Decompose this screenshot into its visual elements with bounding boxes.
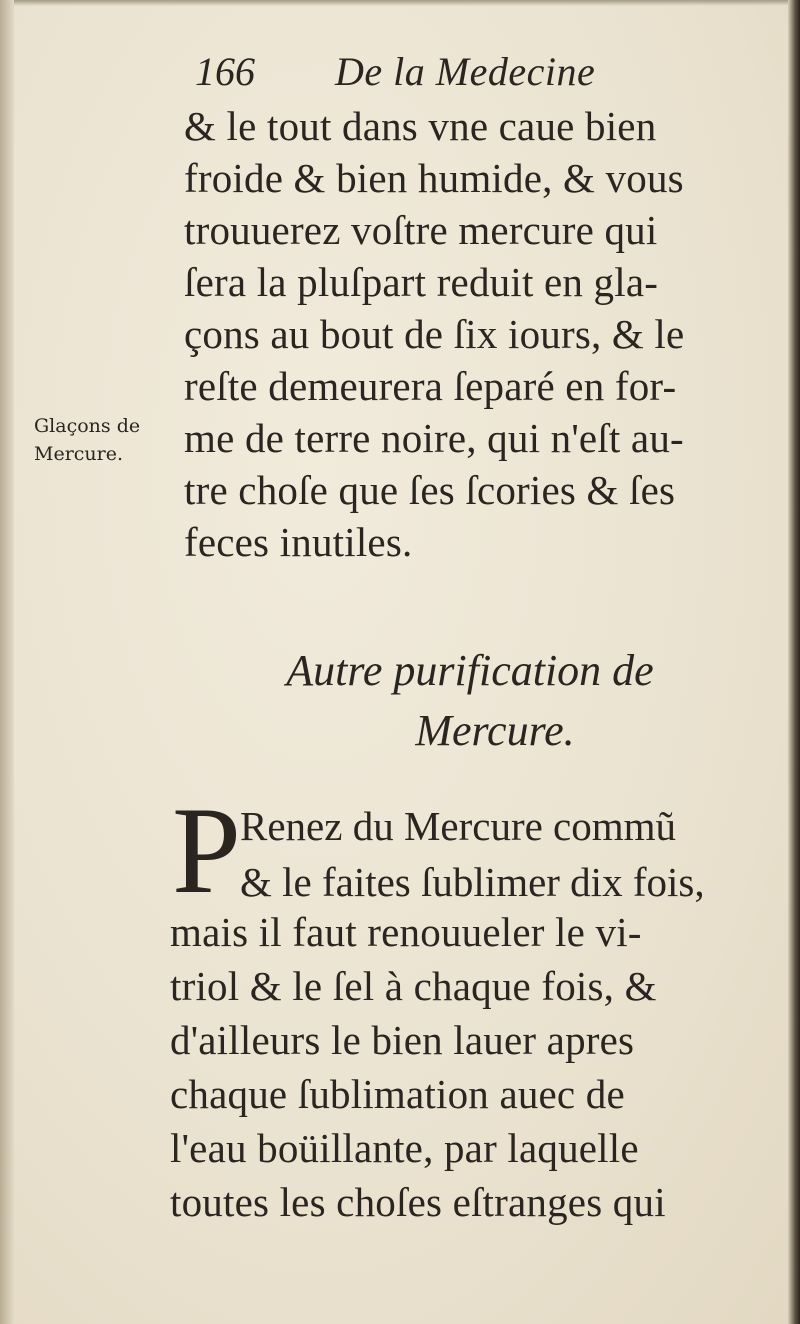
text-line: & le tout dans vne caue bien xyxy=(184,103,657,149)
text-line: me de terre noire, qui n'eſt au- xyxy=(184,415,684,461)
page-left-edge xyxy=(0,0,14,1324)
text-line: feces inutiles. xyxy=(184,519,413,565)
section-title-line-1: Autre purification de xyxy=(286,646,654,695)
text-line: d'ailleurs le bien lauer apres xyxy=(170,1017,635,1063)
running-title: De la Medecine xyxy=(335,49,596,94)
text-line: ſera la pluſpart reduit en gla- xyxy=(184,259,659,305)
text-line: l'eau boüillante, par laquelle xyxy=(170,1125,639,1171)
margin-note-line: Glaçons de xyxy=(34,415,141,437)
text-line: mais il faut renouueler le vi- xyxy=(170,909,642,955)
page-top-edge xyxy=(0,0,800,6)
text-line: Renez du Mercure commũ xyxy=(240,803,677,849)
section-title-line-2: Mercure. xyxy=(415,706,575,755)
page-number: 166 xyxy=(195,49,255,94)
margin-note-line: Mercure. xyxy=(34,443,124,465)
page-right-edge xyxy=(788,0,800,1324)
text-line: reſte demeurera ſeparé en for- xyxy=(184,363,677,409)
text-line: triol & le ſel à chaque fois, & xyxy=(170,963,657,1009)
text-line: chaque ſublimation auec de xyxy=(170,1071,625,1117)
margin-note xyxy=(34,412,174,468)
text-line: tre choſe que ſes ſcories & ſes xyxy=(184,467,676,513)
running-head xyxy=(195,48,755,108)
paragraph-2 xyxy=(170,905,760,1229)
text-line: & le faites ſublimer dix fois, xyxy=(240,859,705,905)
text-line: çons au bout de ſix iours, & le xyxy=(184,311,685,357)
paragraph-1 xyxy=(184,100,774,568)
text-line: toutes les choſes eſtranges qui xyxy=(170,1179,666,1225)
text-line: trouuerez voſtre mercure qui xyxy=(184,207,658,253)
drop-cap: P xyxy=(172,782,241,919)
text-line: froide & bien humide, & vous xyxy=(184,155,684,201)
